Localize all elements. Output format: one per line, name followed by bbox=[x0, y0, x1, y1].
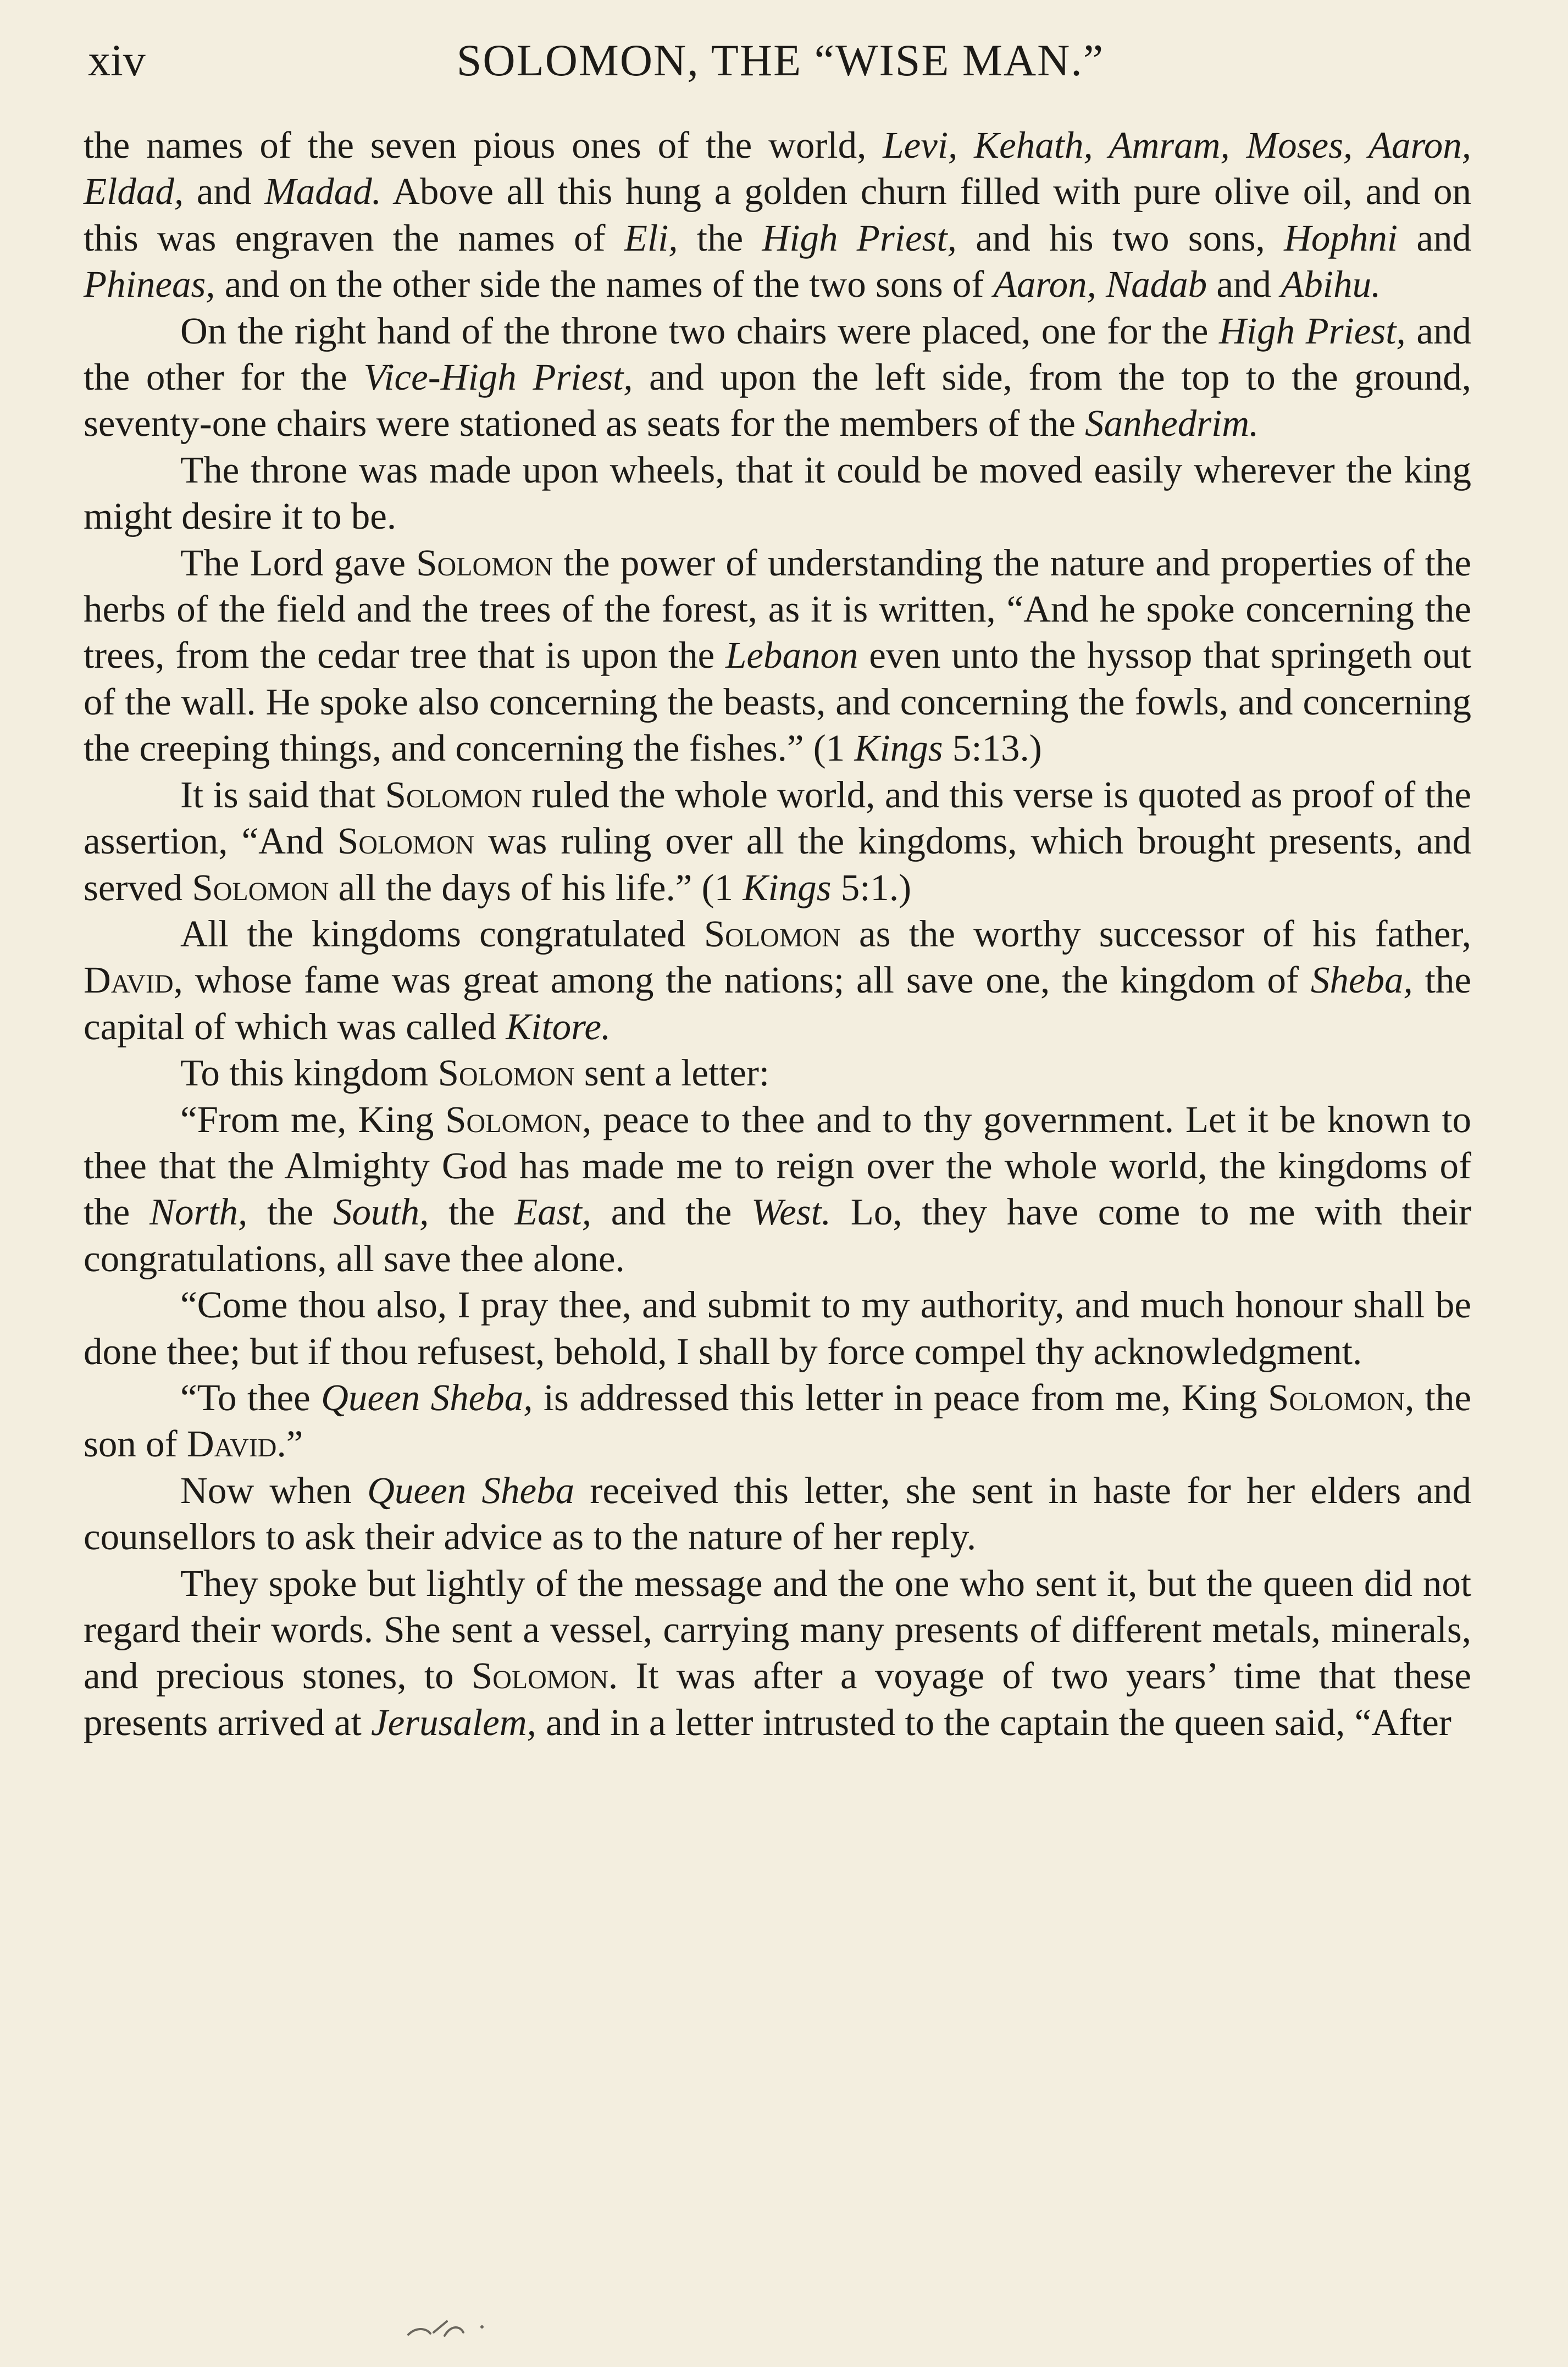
text-run: the bbox=[678, 217, 762, 259]
text-run: , peace to thee and to thy government. Let it be known to thee that the Almighty God has made me to reign over the whole world, the kingdoms of the bbox=[84, 1098, 1471, 1233]
text-run: 5:1.) bbox=[831, 866, 912, 908]
italic-text: Eli, bbox=[624, 217, 678, 259]
text-run: Now when bbox=[180, 1469, 368, 1511]
page-title: SOLOMON, THE “WISE MAN.” bbox=[456, 35, 1105, 85]
paragraph bbox=[84, 122, 1471, 308]
text-run: sent a letter: bbox=[574, 1052, 770, 1094]
text-run: Lo, they have come to me with their congratulations, all save thee alone. bbox=[84, 1191, 1472, 1279]
small-caps-name: David bbox=[84, 959, 174, 1001]
text-run: and the other for the bbox=[84, 309, 1471, 398]
italic-text: Queen Sheba, bbox=[321, 1376, 533, 1418]
body-text bbox=[84, 122, 1471, 1745]
paragraph bbox=[84, 1096, 1471, 1282]
text-run: All the kingdoms congratulated bbox=[180, 912, 704, 955]
paragraph bbox=[84, 1374, 1471, 1467]
italic-text: High Priest, bbox=[762, 217, 957, 259]
small-caps-name: Solomon bbox=[703, 912, 841, 955]
text-run: the capital of which was called bbox=[84, 959, 1472, 1047]
text-run: The Lord gave bbox=[180, 541, 417, 584]
small-caps-name: Solomon bbox=[445, 1098, 583, 1140]
small-caps-name: David bbox=[186, 1423, 277, 1465]
italic-text: High Priest, bbox=[1219, 309, 1406, 352]
text-run: and bbox=[184, 170, 265, 213]
text-run: “Come thou also, I pray thee, and submit to my authority, and much honour shall be done thee; but if thou refusest, behold, I shall by force compel thy acknowledgment. bbox=[84, 1284, 1471, 1372]
text-run: To this kingdom bbox=[180, 1052, 438, 1094]
italic-text: Aaron, Nadab bbox=[993, 263, 1207, 306]
italic-text: East, bbox=[514, 1191, 592, 1233]
italic-text: Sheba, bbox=[1310, 959, 1413, 1001]
text-run: , whose fame was great among the nations; all save one, the kingdom of bbox=[173, 959, 1311, 1001]
text-run: They spoke but lightly of the message and the one who sent it, but the queen did not regard their words. She sent a vessel, carrying many presents of different metals, minerals, and precious stones, to bbox=[84, 1562, 1471, 1697]
text-run: all the days of his life.” (1 bbox=[329, 866, 743, 908]
text-run: “To thee bbox=[180, 1376, 322, 1418]
text-run: .” bbox=[276, 1423, 303, 1465]
small-caps-name: Solomon bbox=[1268, 1376, 1405, 1418]
italic-text: South, bbox=[333, 1191, 429, 1233]
text-run: as the worthy successor of his father, bbox=[840, 912, 1472, 955]
text-run: and on the other side the names of the two sons of bbox=[215, 263, 994, 306]
text-run: and bbox=[1398, 217, 1472, 259]
italic-text: Kitore. bbox=[506, 1005, 611, 1047]
italic-text: Jerusalem, bbox=[371, 1701, 536, 1743]
paragraph bbox=[84, 1467, 1471, 1560]
page-number: xiv bbox=[88, 35, 146, 85]
text-run: is addressed this letter in peace from me, King bbox=[533, 1376, 1268, 1418]
italic-text: Sanhedrim. bbox=[1085, 402, 1259, 445]
text-run: . It was after a voyage of two years’ time that these presents arrived at bbox=[84, 1655, 1472, 1743]
italic-text: Kings bbox=[743, 866, 832, 908]
text-run: the bbox=[429, 1191, 515, 1233]
text-run: was ruling over all the kingdoms, which brought presents, and served bbox=[84, 820, 1471, 908]
italic-text: Queen Sheba bbox=[367, 1469, 575, 1511]
paragraph bbox=[84, 447, 1471, 540]
small-caps-name: Solomon bbox=[337, 820, 475, 862]
small-caps-name: Solomon bbox=[385, 773, 522, 816]
italic-text: Levi, Kehath, Amram, Moses, Aaron, Eldad, bbox=[84, 124, 1472, 213]
italic-text: Kings bbox=[854, 727, 943, 769]
text-run: ruled the whole world, and this verse is quoted as proof of the assertion, “And bbox=[84, 773, 1471, 862]
text-run: On the right hand of the throne two chairs were placed, one for the bbox=[180, 309, 1219, 352]
text-run: and bbox=[1207, 263, 1281, 306]
paragraph bbox=[84, 772, 1471, 911]
italic-text: Abihu. bbox=[1281, 263, 1381, 306]
paragraph bbox=[84, 1050, 1471, 1096]
small-caps-name: Solomon bbox=[471, 1655, 608, 1697]
text-run: 5:13.) bbox=[943, 727, 1042, 769]
text-run: the power of understanding the nature and properties of the herbs of the field and the trees of the forest, as it is written, “And he spoke concerning the trees, from the cedar tree that is upon the bbox=[84, 541, 1471, 677]
text-run: The throne was made upon wheels, that it could be moved easily wherever the king might desire it to be. bbox=[84, 448, 1471, 537]
running-head bbox=[88, 33, 1473, 88]
small-caps-name: Solomon bbox=[437, 1052, 575, 1094]
paragraph bbox=[84, 308, 1471, 447]
text-run: and upon the left side, from the top to the ground, seventy-one chairs were stationed as seats for the members of the bbox=[84, 356, 1471, 445]
italic-text: North, bbox=[149, 1191, 248, 1233]
text-run: Above all this hung a golden churn filled with pure olive oil, and on this was engraven the names of bbox=[84, 170, 1471, 259]
text-run: received this letter, she sent in haste for her elders and counsellors to ask their advice as to the nature of her reply. bbox=[84, 1469, 1471, 1558]
small-caps-name: Solomon bbox=[192, 866, 329, 908]
italic-text: Phineas, bbox=[84, 263, 215, 306]
paragraph bbox=[84, 911, 1471, 1050]
text-run: and the bbox=[591, 1191, 752, 1233]
text-run: “From me, King bbox=[180, 1098, 446, 1140]
text-run: the names of the seven pious ones of the world, bbox=[84, 124, 883, 166]
small-caps-name: Solomon bbox=[416, 541, 553, 584]
italic-text: Vice-High Priest, bbox=[363, 356, 633, 398]
ink-smudge-icon bbox=[404, 2303, 492, 2347]
italic-text: West. bbox=[751, 1191, 832, 1233]
text-run: the bbox=[247, 1191, 333, 1233]
italic-text: Hophni bbox=[1284, 217, 1398, 259]
paragraph bbox=[84, 1282, 1471, 1374]
text-run: , the son of bbox=[84, 1376, 1471, 1465]
paragraph bbox=[84, 1560, 1471, 1746]
paragraph bbox=[84, 540, 1471, 772]
text-run: and in a letter intrusted to the captain the queen said, “After bbox=[536, 1701, 1451, 1743]
text-run: It is said that bbox=[180, 773, 385, 816]
italic-text: Madad. bbox=[264, 170, 382, 213]
italic-text: Lebanon bbox=[725, 634, 858, 677]
text-run: even unto the hyssop that springeth out of the wall. He spoke also concerning the beasts, and concerning the fowls, and concerning the creeping things, and concerning the fishes.” (1 bbox=[84, 634, 1471, 769]
text-run: and his two sons, bbox=[956, 217, 1284, 259]
